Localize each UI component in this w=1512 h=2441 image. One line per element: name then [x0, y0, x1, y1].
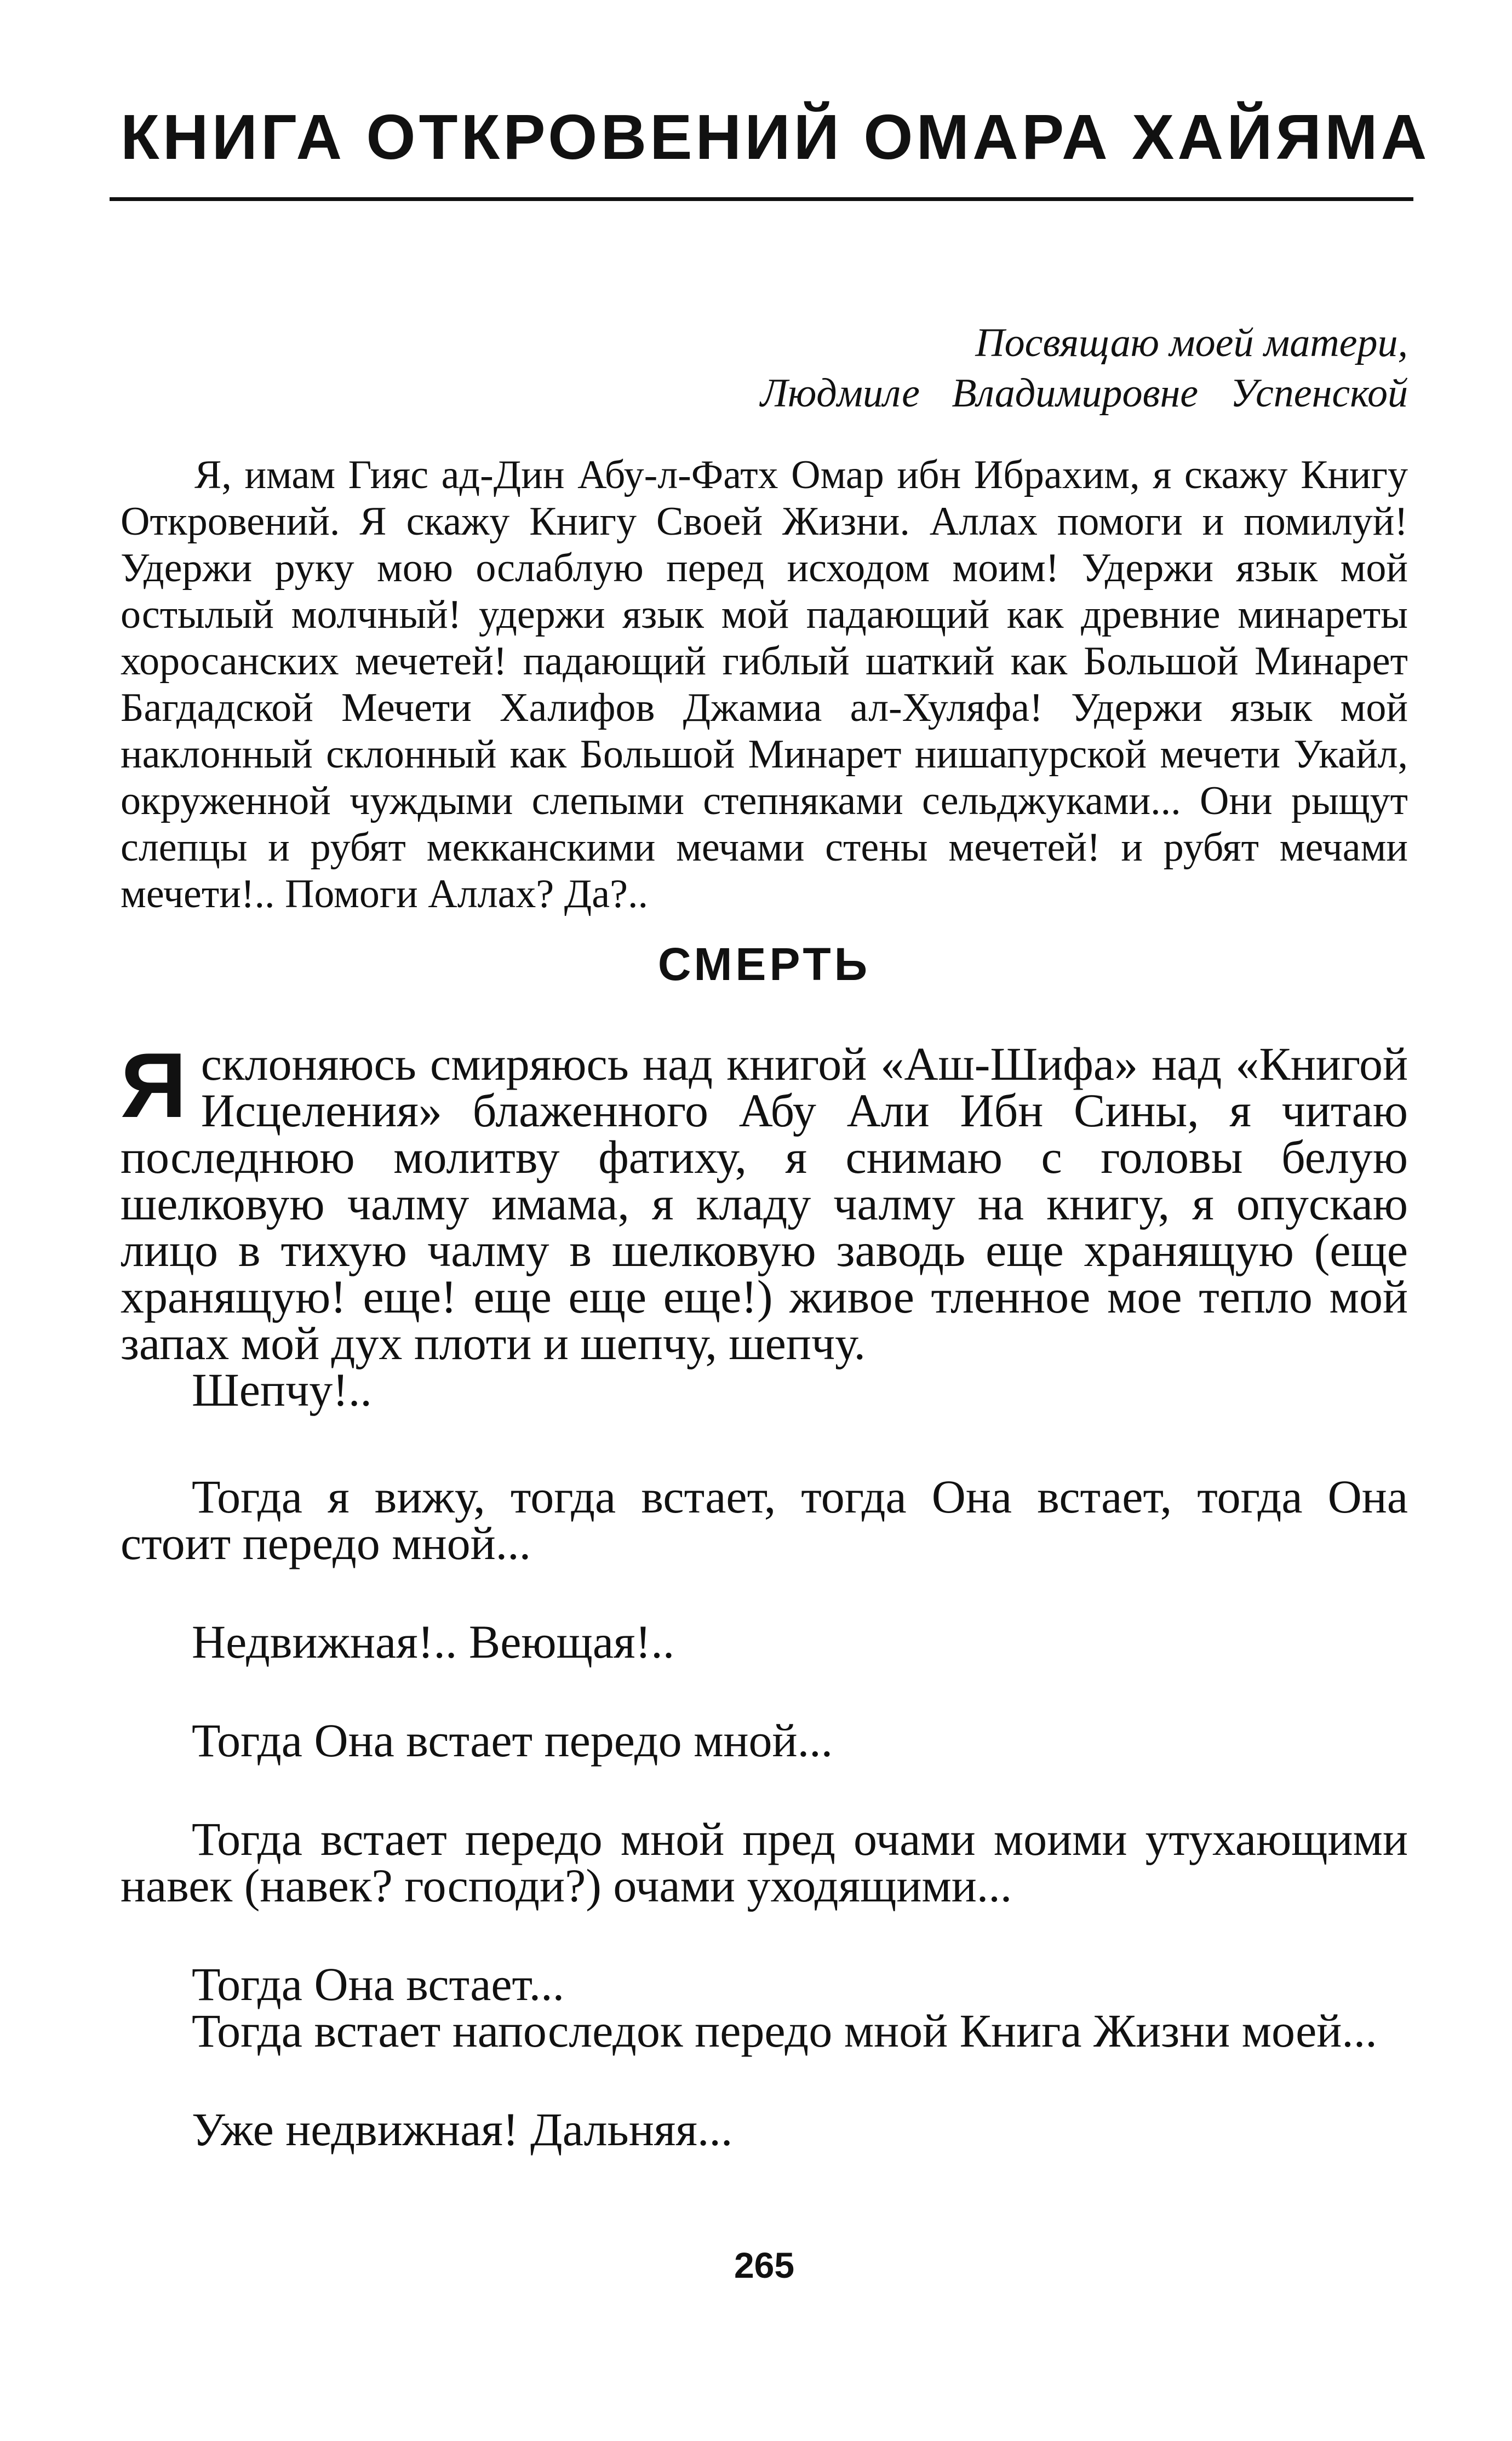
paragraph-7: Тогда Она встает...: [192, 1958, 565, 2010]
book-title: КНИГА ОТКРОВЕНИЙ ОМАРА ХАЙЯМА: [121, 101, 1430, 173]
paragraph-1-text: склоняюсь смиряюсь над книгой «Аш-Шифа» над «Книгой Исцеления» блаженного Абу Али Ибн Сины, я читаю последнюю молитву фатиху, я снимаю с головы белую шелковую чалму имама, я кладу чалму на книгу, я опускаю лицо в тихую чалму в шелковую заводь еще хранящую (еще хранящую! еще! еще еще еще!) живое тленное мое тепло мой запах мой дух плоти и шепчу, шепчу.: [121, 1038, 1408, 1370]
paragraph-3: Тогда я вижу, тогда встает, тогда Она встает, тогда Она стоит передо мной...: [121, 1470, 1408, 1569]
dedication: [603, 318, 1408, 419]
chapter-body: [121, 1034, 1408, 2156]
paragraph-6: Тогда встает передо мной пред очами моими утухающими навек (навек? господи?) очами уходящими...: [121, 1813, 1408, 1912]
paragraph-8: Тогда встает напоследок передо мной Книга Жизни моей...: [192, 2004, 1377, 2057]
paragraph-1: [121, 1034, 1408, 1370]
paragraph-9: Уже недвижная! Дальняя...: [192, 2103, 733, 2156]
paragraph-4: Недвижная!.. Веющая!..: [192, 1615, 675, 1668]
paragraph-2: Шепчу!..: [192, 1363, 372, 1416]
page-number: 265: [734, 2245, 795, 2285]
dedication-line-1: Посвящаю моей матери,: [975, 320, 1408, 365]
chapter-title: СМЕРТЬ: [657, 938, 871, 990]
intro-paragraph: Я, имам Гияс ад-Дин Абу-л-Фатх Омар ибн Ибрахим, я скажу Книгу Откровений. Я скажу Книгу Своей Жизни. Аллах помоги и помилуй! Удержи руку мою ослаблую перед исходом моим! Удержи язык мой остылый молчный! удержи язык мой падающий как древние минареты хоросанских мечетей! падающий гиблый шаткий как Большой Минарет Багдадской Мечети Халифов Джамиа ал-Хуляфа! Удержи язык мой наклонный склонный как Большой Минарет нишапурской мечети Укайл, окруженной чуждыми слепыми степняками сельджуками... Они рыщут слепцы и рубят мекканскими мечами стены мечетей! и рубят мечами мечети!.. Помоги Аллах? Да?..: [121, 452, 1408, 916]
drop-cap: Я: [121, 1034, 187, 1137]
header-rule: [110, 197, 1413, 201]
paragraph-5: Тогда Она встает передо мной...: [192, 1714, 833, 1767]
dedication-line-2: Людмиле Владимировне Успенской: [760, 371, 1408, 416]
